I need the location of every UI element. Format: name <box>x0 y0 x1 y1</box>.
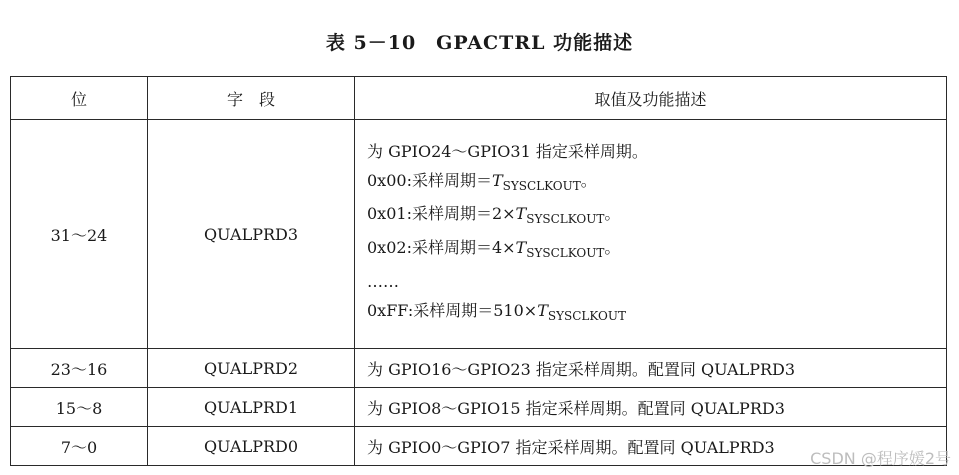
desc-cell: 为 GPIO0～GPIO7 指定采样周期。配置同 QUALPRD3 <box>355 427 947 466</box>
desc-line <box>367 142 946 162</box>
header-desc: 取值及功能描述 <box>355 77 947 120</box>
table-row <box>11 349 947 388</box>
table-header-row <box>11 77 947 120</box>
period-subscript: SYSCLKOUT <box>502 178 581 193</box>
field-cell: QUALPRD2 <box>148 349 355 388</box>
desc-line <box>367 171 946 196</box>
desc-line <box>367 272 946 292</box>
period-symbol: T <box>515 204 527 224</box>
header-bit: 位 <box>11 77 148 120</box>
watermark: CSDN @程序媛2号 <box>810 449 951 468</box>
desc-line <box>367 238 946 263</box>
bit-cell: 23～16 <box>11 349 148 388</box>
period-symbol: T <box>537 300 548 320</box>
field-cell: QUALPRD1 <box>148 388 355 427</box>
period-subscript: SYSCLKOUT <box>526 212 605 227</box>
period-subscript: SYSCLKOUT <box>526 246 605 261</box>
desc-line-text: 0x01:采样周期＝2× <box>367 204 516 224</box>
field-cell: QUALPRD3 <box>148 120 355 349</box>
desc-line-text: 0xFF:采样周期＝510× <box>367 300 538 320</box>
field-cell: QUALPRD0 <box>148 427 355 466</box>
desc-line-end: 。 <box>604 204 621 224</box>
bit-cell: 15～8 <box>11 388 148 427</box>
period-symbol: T <box>491 170 503 190</box>
table-row <box>11 388 947 427</box>
desc-line-text: …… <box>367 272 399 292</box>
desc-lines <box>367 134 946 334</box>
table-title: 表 5－10 GPACTRL 功能描述 <box>325 32 634 54</box>
header-field: 字 段 <box>148 77 355 120</box>
table-row <box>11 427 947 466</box>
gpactrl-table <box>10 76 947 466</box>
desc-line <box>367 301 946 326</box>
desc-line-text: 0x02:采样周期＝4× <box>367 238 516 258</box>
desc-cell <box>355 120 947 349</box>
bit-cell: 31～24 <box>11 120 148 349</box>
desc-line-text: 0x00:采样周期＝ <box>367 170 492 190</box>
desc-line-end: 。 <box>580 170 597 190</box>
period-subscript: SYSCLKOUT <box>547 308 626 323</box>
period-symbol: T <box>515 238 527 258</box>
bit-cell: 7～0 <box>11 427 148 466</box>
desc-line-end: 。 <box>604 238 621 258</box>
desc-line-text: 为 GPIO24～GPIO31 指定采样周期。 <box>367 142 648 161</box>
table-row <box>11 120 947 349</box>
desc-cell: 为 GPIO16～GPIO23 指定采样周期。配置同 QUALPRD3 <box>355 349 947 388</box>
desc-cell: 为 GPIO8～GPIO15 指定采样周期。配置同 QUALPRD3 <box>355 388 947 427</box>
desc-line <box>367 204 946 229</box>
